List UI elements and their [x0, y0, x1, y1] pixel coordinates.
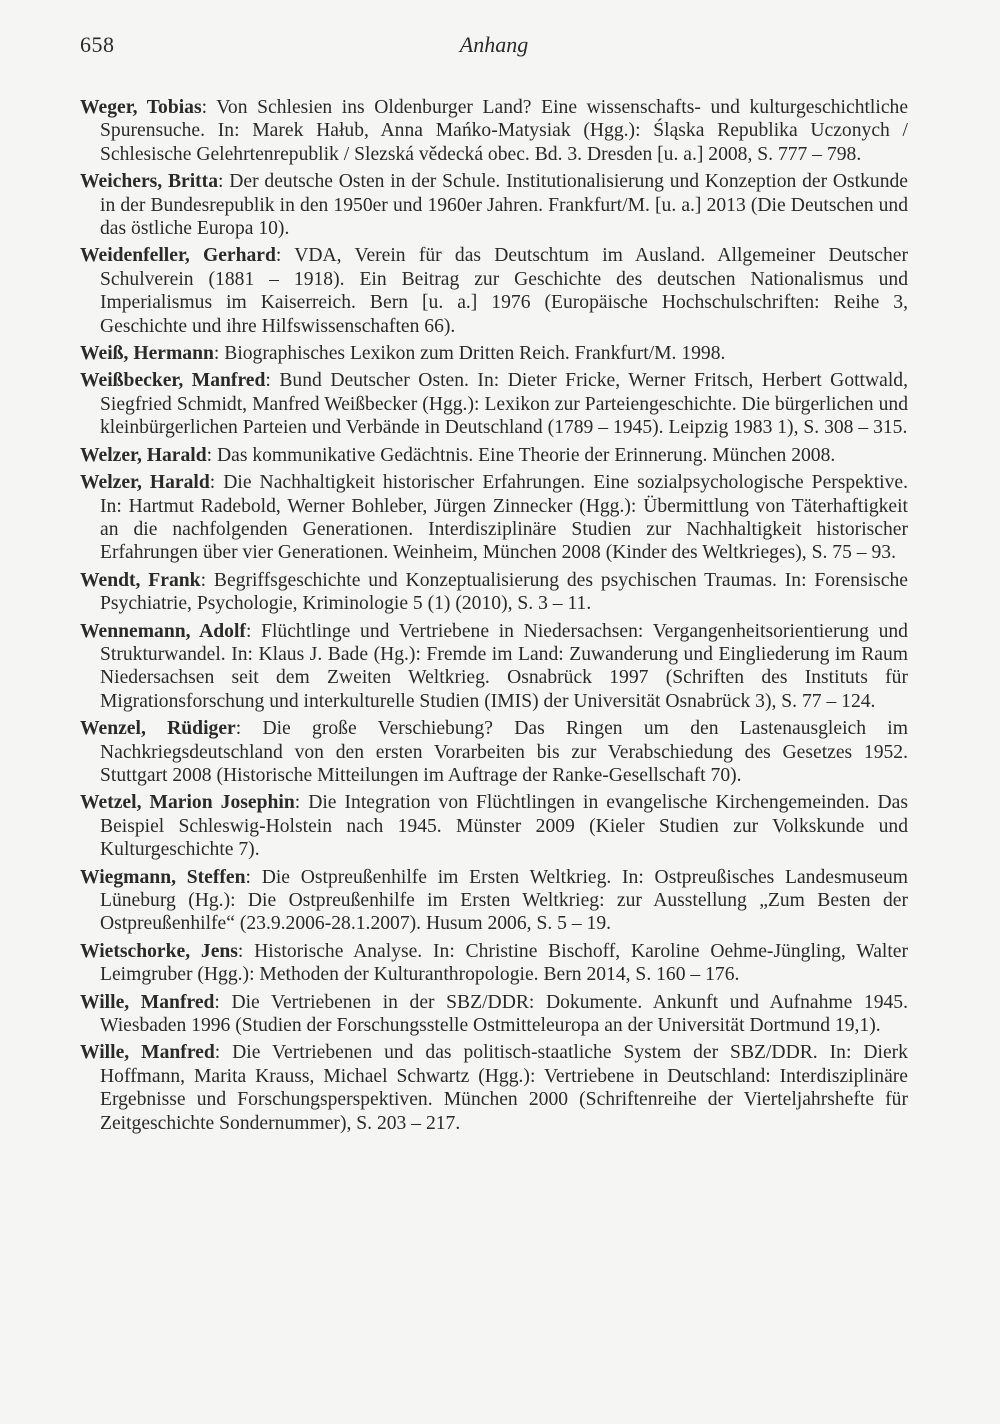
- entry-author: Weiß, Hermann: [80, 343, 214, 365]
- entry-text: : Von Schlesien ins Oldenburger Land? Eine wissenschafts- und kulturgeschichtliche Spurensuche. In: Marek Hałub, Anna Mańko-Matysiak (Hgg.): Śląska Republika Uczonych / Schlesische Gelehrtenrepublik / Slezská vědecká obec. Bd. 3. Dresden [u. a.] 2008, S. 777 – 798.: [100, 97, 909, 165]
- entry-text: : Bund Deutscher Osten. In: Dieter Fricke, Werner Fritsch, Herbert Gottwald, Siegfried Schmidt, Manfred Weißbecker (Hgg.): Lexikon zur Parteiengeschichte. Die bürgerlichen und kleinbürgerlichen Parteien und Verbände in Deutschland (1789 – 1945). Leipzig 1983 1), S. 308 – 315.: [100, 370, 908, 439]
- entry-text: : Historische Analyse. In: Christine Bischoff, Karoline Oehme-Jüngling, Walter Leimgruber (Hgg.): Methoden der Kulturanthropologie. Bern 2014, S. 160 – 176.: [100, 940, 908, 986]
- entry-author: Wille, Manfred: [80, 1042, 215, 1064]
- entry-author: Welzer, Harald: [80, 472, 210, 494]
- bibliography-entry: [80, 170, 908, 240]
- entry-text: : VDA, Verein für das Deutschtum im Ausland. Allgemeiner Deutscher Schulverein (1881 – 1918). Ein Beitrag zur Geschichte des deutschen Nationalismus und Imperialismus im Kaiserreich. Bern [u. a.] 1976 (Europäische Hochschulschriften: Reihe 3, Geschichte und ihre Hilfswissenschaften 66).: [100, 245, 908, 337]
- entry-text: : Die Integration von Flüchtlingen in evangelische Kirchengemeinden. Das Beispiel Schleswig-Holstein nach 1945. Münster 2009 (Kieler Studien zur Volkskunde und Kulturgeschichte 7).: [100, 792, 908, 861]
- entry-text: : Die Vertriebenen und das politisch-staatliche System der SBZ/DDR. In: Dierk Hoffmann, Marita Krauss, Michael Schwartz (Hgg.): Vertriebene in Deutschland: Interdisziplinäre Ergebnisse und Forschungsperspektiven. München 2000 (Schriftenreihe der Vierteljahrshefte für Zeitgeschichte Sondernummer), S. 203 – 217.: [100, 1042, 908, 1134]
- bibliography-entry: [80, 342, 908, 365]
- entry-author: Welzer, Harald: [80, 444, 207, 466]
- entry-text: : Die große Verschiebung? Das Ringen um den Lastenausgleich im Nachkriegsdeutschland von den ersten Vorarbeiten bis zur Verabschiedung des Gesetzes 1952. Stuttgart 2008 (Historische Mitteilungen im Auftrage der Ranke-Gesellschaft 70).: [100, 718, 908, 786]
- entry-text: : Begriffsgeschichte und Konzeptualisierung des psychischen Traumas. In: Forensische Psychiatrie, Psychologie, Kriminologie 5 (1) (2010), S. 3 – 11.: [100, 569, 908, 615]
- entry-author: Wenzel, Rüdiger: [80, 718, 236, 740]
- entry-author: Wennemann, Adolf: [80, 620, 246, 642]
- entry-text: : Biographisches Lexikon zum Dritten Reich. Frankfurt/M. 1998.: [213, 343, 726, 365]
- bibliography-entry: [80, 444, 908, 467]
- entry-author: Wiegmann, Steffen: [80, 866, 246, 888]
- entry-text: : Das kommunikative Gedächtnis. Eine Theorie der Erinnerung. München 2008.: [206, 444, 836, 466]
- bibliography-entry: [80, 866, 908, 936]
- entry-text: : Die Ostpreußenhilfe im Ersten Weltkrieg. In: Ostpreußisches Landesmuseum Lüneburg (Hg.): Die Ostpreußenhilfe im Ersten Weltkrieg: zur Ausstellung „Zum Besten der Ostpreußenhilfe“ (23.9.2006-28.1.2007). Husum 2006, S. 5 – 19.: [100, 866, 908, 935]
- bibliography-entry: [80, 991, 908, 1038]
- entry-author: Weißbecker, Manfred: [80, 370, 266, 392]
- bibliography-entry: [80, 471, 908, 565]
- entry-text: : Der deutsche Osten in der Schule. Institutionalisierung und Konzeption der Ostkunde in der Bundesrepublik in den 1950er und 1960er Jahren. Frankfurt/M. [u. a.] 2013 (Die Deutschen und das östliche Europa 10).: [100, 171, 908, 240]
- section-title: Anhang: [459, 32, 529, 57]
- entry-author: Weichers, Britta: [80, 171, 219, 193]
- entry-author: Weger, Tobias: [80, 97, 202, 118]
- bibliography-entry: [80, 569, 908, 616]
- bibliography-list: [80, 96, 908, 1139]
- bibliography-entry: [80, 96, 908, 166]
- bibliography-entry: [80, 717, 908, 787]
- entry-author: Wille, Manfred: [80, 991, 215, 1013]
- bibliography-entry: [80, 791, 908, 861]
- running-head: [80, 32, 908, 62]
- entry-author: Wietschorke, Jens: [80, 940, 238, 962]
- entry-author: Wendt, Frank: [80, 569, 201, 591]
- entry-text: : Die Vertriebenen in der SBZ/DDR: Dokumente. Ankunft und Aufnahme 1945. Wiesbaden 1996 (Studien der Forschungsstelle Ostmitteleuropa an der Universität Dortmund 19,1).: [100, 991, 908, 1037]
- bibliography-entry: [80, 244, 908, 338]
- entry-author: Wetzel, Marion Josephin: [80, 792, 295, 814]
- entry-author: Weidenfeller, Gerhard: [80, 245, 276, 267]
- bibliography-entry: [80, 940, 908, 987]
- bibliography-entry: [80, 620, 908, 714]
- entry-text: : Flüchtlinge und Vertriebene in Niedersachsen: Vergangenheitsorientierung und Strukturwandel. In: Klaus J. Bade (Hg.): Fremde im Land: Zuwanderung und Eingliederung im Raum Niedersachsen seit dem Zweiten Weltkrieg. Osnabrück 1997 (Schriften des Instituts für Migrationsforschung und interkulturelle Studien (IMIS) der Universität Osnabrück 3), S. 77 – 124.: [100, 620, 908, 712]
- page-number: 658: [80, 32, 115, 57]
- bibliography-entry: [80, 1041, 908, 1135]
- bibliography-entry: [80, 369, 908, 439]
- entry-text: : Die Nachhaltigkeit historischer Erfahrungen. Eine sozialpsychologische Perspektive. In: Hartmut Radebold, Werner Bohleber, Jürgen Zinnecker (Hgg.): Übermittlung von Täterhaftigkeit an die nachfolgenden Generationen. Interdisziplinäre Studien zur Nachhaltigkeit historischer Erfahrungen über vier Generationen. Weinheim, München 2008 (Kinder des Weltkrieges), S. 75 – 93.: [100, 472, 908, 564]
